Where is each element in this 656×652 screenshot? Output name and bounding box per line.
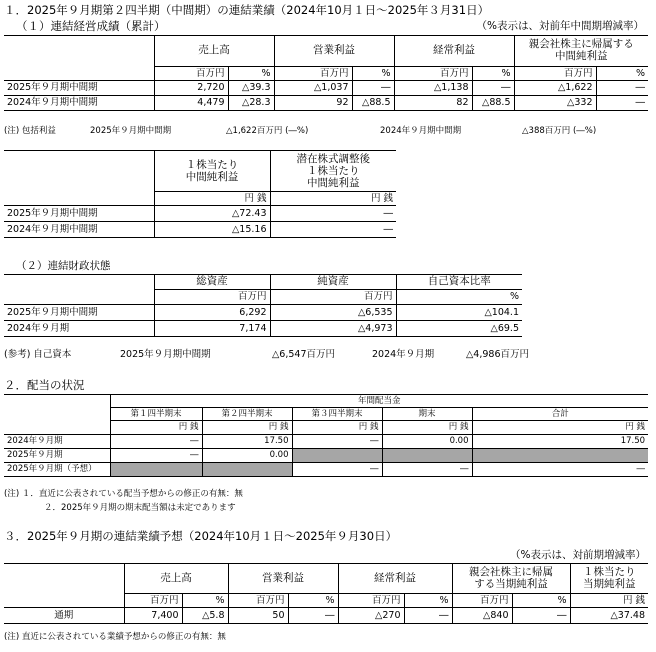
value-cell: ― (270, 206, 396, 222)
value-cell: △6,535 (270, 305, 396, 321)
value-cell-shaded (202, 463, 292, 477)
comprehensive-income-value2: △388百万円 (―%) (522, 126, 597, 136)
value-cell: ― (472, 463, 648, 477)
value-cell: 7,174 (154, 321, 270, 337)
header-net-income: 親会社株主に帰属する 中間純利益 (514, 36, 648, 67)
value-cell: △72.43 (154, 206, 270, 222)
value-cell: △88.5 (472, 96, 514, 111)
header-operating-income: 営業利益 (228, 564, 338, 594)
corner-cell (4, 408, 110, 421)
header-total: 合計 (472, 408, 648, 421)
unit-cell: % (182, 594, 228, 608)
corner-cell (4, 395, 110, 408)
value-cell: 82 (394, 96, 472, 111)
row-label: 2024年９月期中間期 (4, 222, 154, 238)
unit-row-label (4, 594, 124, 608)
comprehensive-income-period1: 2025年９月期中間期 (90, 126, 172, 136)
header-q2-end: 第２四半期末 (202, 408, 292, 421)
value-cell-shaded (292, 449, 382, 463)
value-cell: 17.50 (472, 435, 648, 449)
header-net-income: 親会社株主に帰属 する当期純利益 (452, 564, 570, 594)
row-label: 2025年９月期中間期 (4, 305, 154, 321)
unit-cell: % (228, 67, 274, 81)
value-cell: 92 (274, 96, 352, 111)
row-label: 通期 (4, 608, 124, 624)
unit-cell: % (404, 594, 452, 608)
section4-title: ３．2025年９月期の連結業績予想（2024年10月１日～2025年９月30日） (4, 529, 398, 543)
forecast-table (4, 563, 648, 624)
value-cell: ― (596, 81, 648, 96)
value-cell: ― (110, 449, 202, 463)
header-operating-income: 営業利益 (274, 36, 394, 67)
comprehensive-income-label: (注) 包括利益 (4, 126, 56, 136)
value-cell: ― (270, 222, 396, 238)
value-cell: 17.50 (202, 435, 292, 449)
row-label: 2025年９月期（予想） (4, 463, 110, 477)
corner-cell (4, 275, 154, 290)
dividend-note-1: (注) １．直近に公表されている配当予想からの修正の有無：無 (4, 489, 243, 499)
value-cell-shaded (472, 449, 648, 463)
value-cell: △28.3 (228, 96, 274, 111)
value-cell: △69.5 (396, 321, 522, 337)
value-cell: △1,037 (274, 81, 352, 96)
per-share-table (4, 150, 396, 238)
value-cell: △88.5 (352, 96, 394, 111)
unit-cell: 円 銭 (154, 192, 270, 206)
value-cell: △5.8 (182, 608, 228, 624)
value-cell-shaded (382, 449, 472, 463)
unit-cell: 円 銭 (292, 421, 382, 435)
header-q1-end: 第１四半期末 (110, 408, 202, 421)
equity-reference-label: (参考) 自己資本 (4, 349, 72, 360)
row-label: 2024年９月期 (4, 321, 154, 337)
value-cell: ― (512, 608, 570, 624)
header-total-assets: 総資産 (154, 275, 270, 290)
unit-row-label (4, 192, 154, 206)
value-cell: △270 (338, 608, 404, 624)
value-cell: △1,138 (394, 81, 472, 96)
value-cell: 2,720 (154, 81, 228, 96)
value-cell: △37.48 (570, 608, 648, 624)
value-cell-shaded (110, 463, 202, 477)
value-cell: △15.16 (154, 222, 270, 238)
unit-cell: 百万円 (394, 67, 472, 81)
unit-cell: 円 銭 (472, 421, 648, 435)
value-cell: ― (472, 81, 514, 96)
comprehensive-income-period2: 2024年９月期中間期 (380, 126, 462, 136)
header-sales: 売上高 (154, 36, 274, 67)
unit-cell: 円 銭 (382, 421, 472, 435)
value-cell: ― (288, 608, 338, 624)
operating-results-table (4, 35, 648, 111)
corner-cell (4, 36, 154, 67)
value-cell: △39.3 (228, 81, 274, 96)
header-net-assets: 純資産 (270, 275, 396, 290)
header-ordinary-income: 経常利益 (394, 36, 514, 67)
unit-cell: 円 銭 (110, 421, 202, 435)
unit-cell: 百万円 (228, 594, 288, 608)
section3-title: ２．配当の状況 (4, 378, 85, 392)
row-label: 2025年９月期中間期 (4, 81, 154, 96)
equity-reference-value1: △6,547百万円 (272, 349, 336, 360)
row-label: 2024年９月期 (4, 435, 110, 449)
value-cell: ― (404, 608, 452, 624)
unit-cell: 円 銭 (570, 594, 648, 608)
unit-row-label (4, 67, 154, 81)
section1-note-right: （%表示は、対前年中間期増減率） (476, 20, 644, 32)
comprehensive-income-value1: △1,622百万円 (―%) (226, 126, 309, 136)
header-annual-dividend: 年間配当金 (110, 395, 648, 408)
unit-cell: 百万円 (270, 290, 396, 305)
value-cell: 4,479 (154, 96, 228, 111)
unit-cell: 百万円 (124, 594, 182, 608)
header-diluted-eps: 潜在株式調整後 １株当たり 中間純利益 (270, 151, 396, 192)
value-cell: 0.00 (382, 435, 472, 449)
financial-position-table (4, 274, 522, 337)
value-cell: 7,400 (124, 608, 182, 624)
unit-cell: % (596, 67, 648, 81)
value-cell: ― (110, 435, 202, 449)
equity-reference-period2: 2024年９月期 (372, 349, 435, 360)
unit-cell: 百万円 (274, 67, 352, 81)
value-cell: 6,292 (154, 305, 270, 321)
section1-subtitle: （１）連結経営成績（累計） (16, 19, 166, 33)
unit-cell: % (288, 594, 338, 608)
value-cell: △332 (514, 96, 596, 111)
dividend-table (4, 394, 648, 477)
section4-note-right: （%表示は、対前期増減率） (510, 549, 646, 561)
corner-cell (4, 564, 124, 594)
row-label: 2025年９月期中間期 (4, 206, 154, 222)
row-label: 2025年９月期 (4, 449, 110, 463)
section2-subtitle: （２）連結財政状態 (16, 260, 111, 272)
row-label: 2024年９月期中間期 (4, 96, 154, 111)
value-cell: ― (382, 463, 472, 477)
corner-cell (4, 151, 154, 192)
equity-reference-value2: △4,986百万円 (466, 349, 530, 360)
forecast-note: (注) 直近に公表されている業績予想からの修正の有無：無 (4, 632, 226, 642)
unit-cell: 百万円 (452, 594, 512, 608)
unit-cell: 百万円 (338, 594, 404, 608)
value-cell: △4,973 (270, 321, 396, 337)
header-q3-end: 第３四半期末 (292, 408, 382, 421)
value-cell: ― (596, 96, 648, 111)
equity-reference-period1: 2025年９月期中間期 (120, 349, 211, 360)
unit-cell: % (352, 67, 394, 81)
unit-cell: % (512, 594, 570, 608)
unit-cell: % (396, 290, 522, 305)
value-cell: 50 (228, 608, 288, 624)
header-eps: １株当たり 当期純利益 (570, 564, 648, 594)
value-cell: 0.00 (202, 449, 292, 463)
value-cell: ― (292, 463, 382, 477)
unit-cell: 百万円 (514, 67, 596, 81)
value-cell: ― (352, 81, 394, 96)
unit-row-label (4, 421, 110, 435)
header-sales: 売上高 (124, 564, 228, 594)
dividend-note-2: ２．2025年９月期の期末配当額は未定であります (44, 503, 236, 513)
unit-cell: 百万円 (154, 290, 270, 305)
unit-row-label (4, 290, 154, 305)
value-cell: ― (292, 435, 382, 449)
section1-title: １．2025年９月期第２四半期（中間期）の連結業績（2024年10月１日～2025年３月31日） (4, 3, 490, 17)
header-year-end: 期末 (382, 408, 472, 421)
unit-cell: 百万円 (154, 67, 228, 81)
header-ordinary-income: 経常利益 (338, 564, 452, 594)
value-cell: △104.1 (396, 305, 522, 321)
header-equity-ratio: 自己資本比率 (396, 275, 522, 290)
unit-cell: 円 銭 (202, 421, 292, 435)
unit-cell: 円 銭 (270, 192, 396, 206)
unit-cell: % (472, 67, 514, 81)
header-eps: １株当たり 中間純利益 (154, 151, 270, 192)
value-cell: △1,622 (514, 81, 596, 96)
value-cell: △840 (452, 608, 512, 624)
